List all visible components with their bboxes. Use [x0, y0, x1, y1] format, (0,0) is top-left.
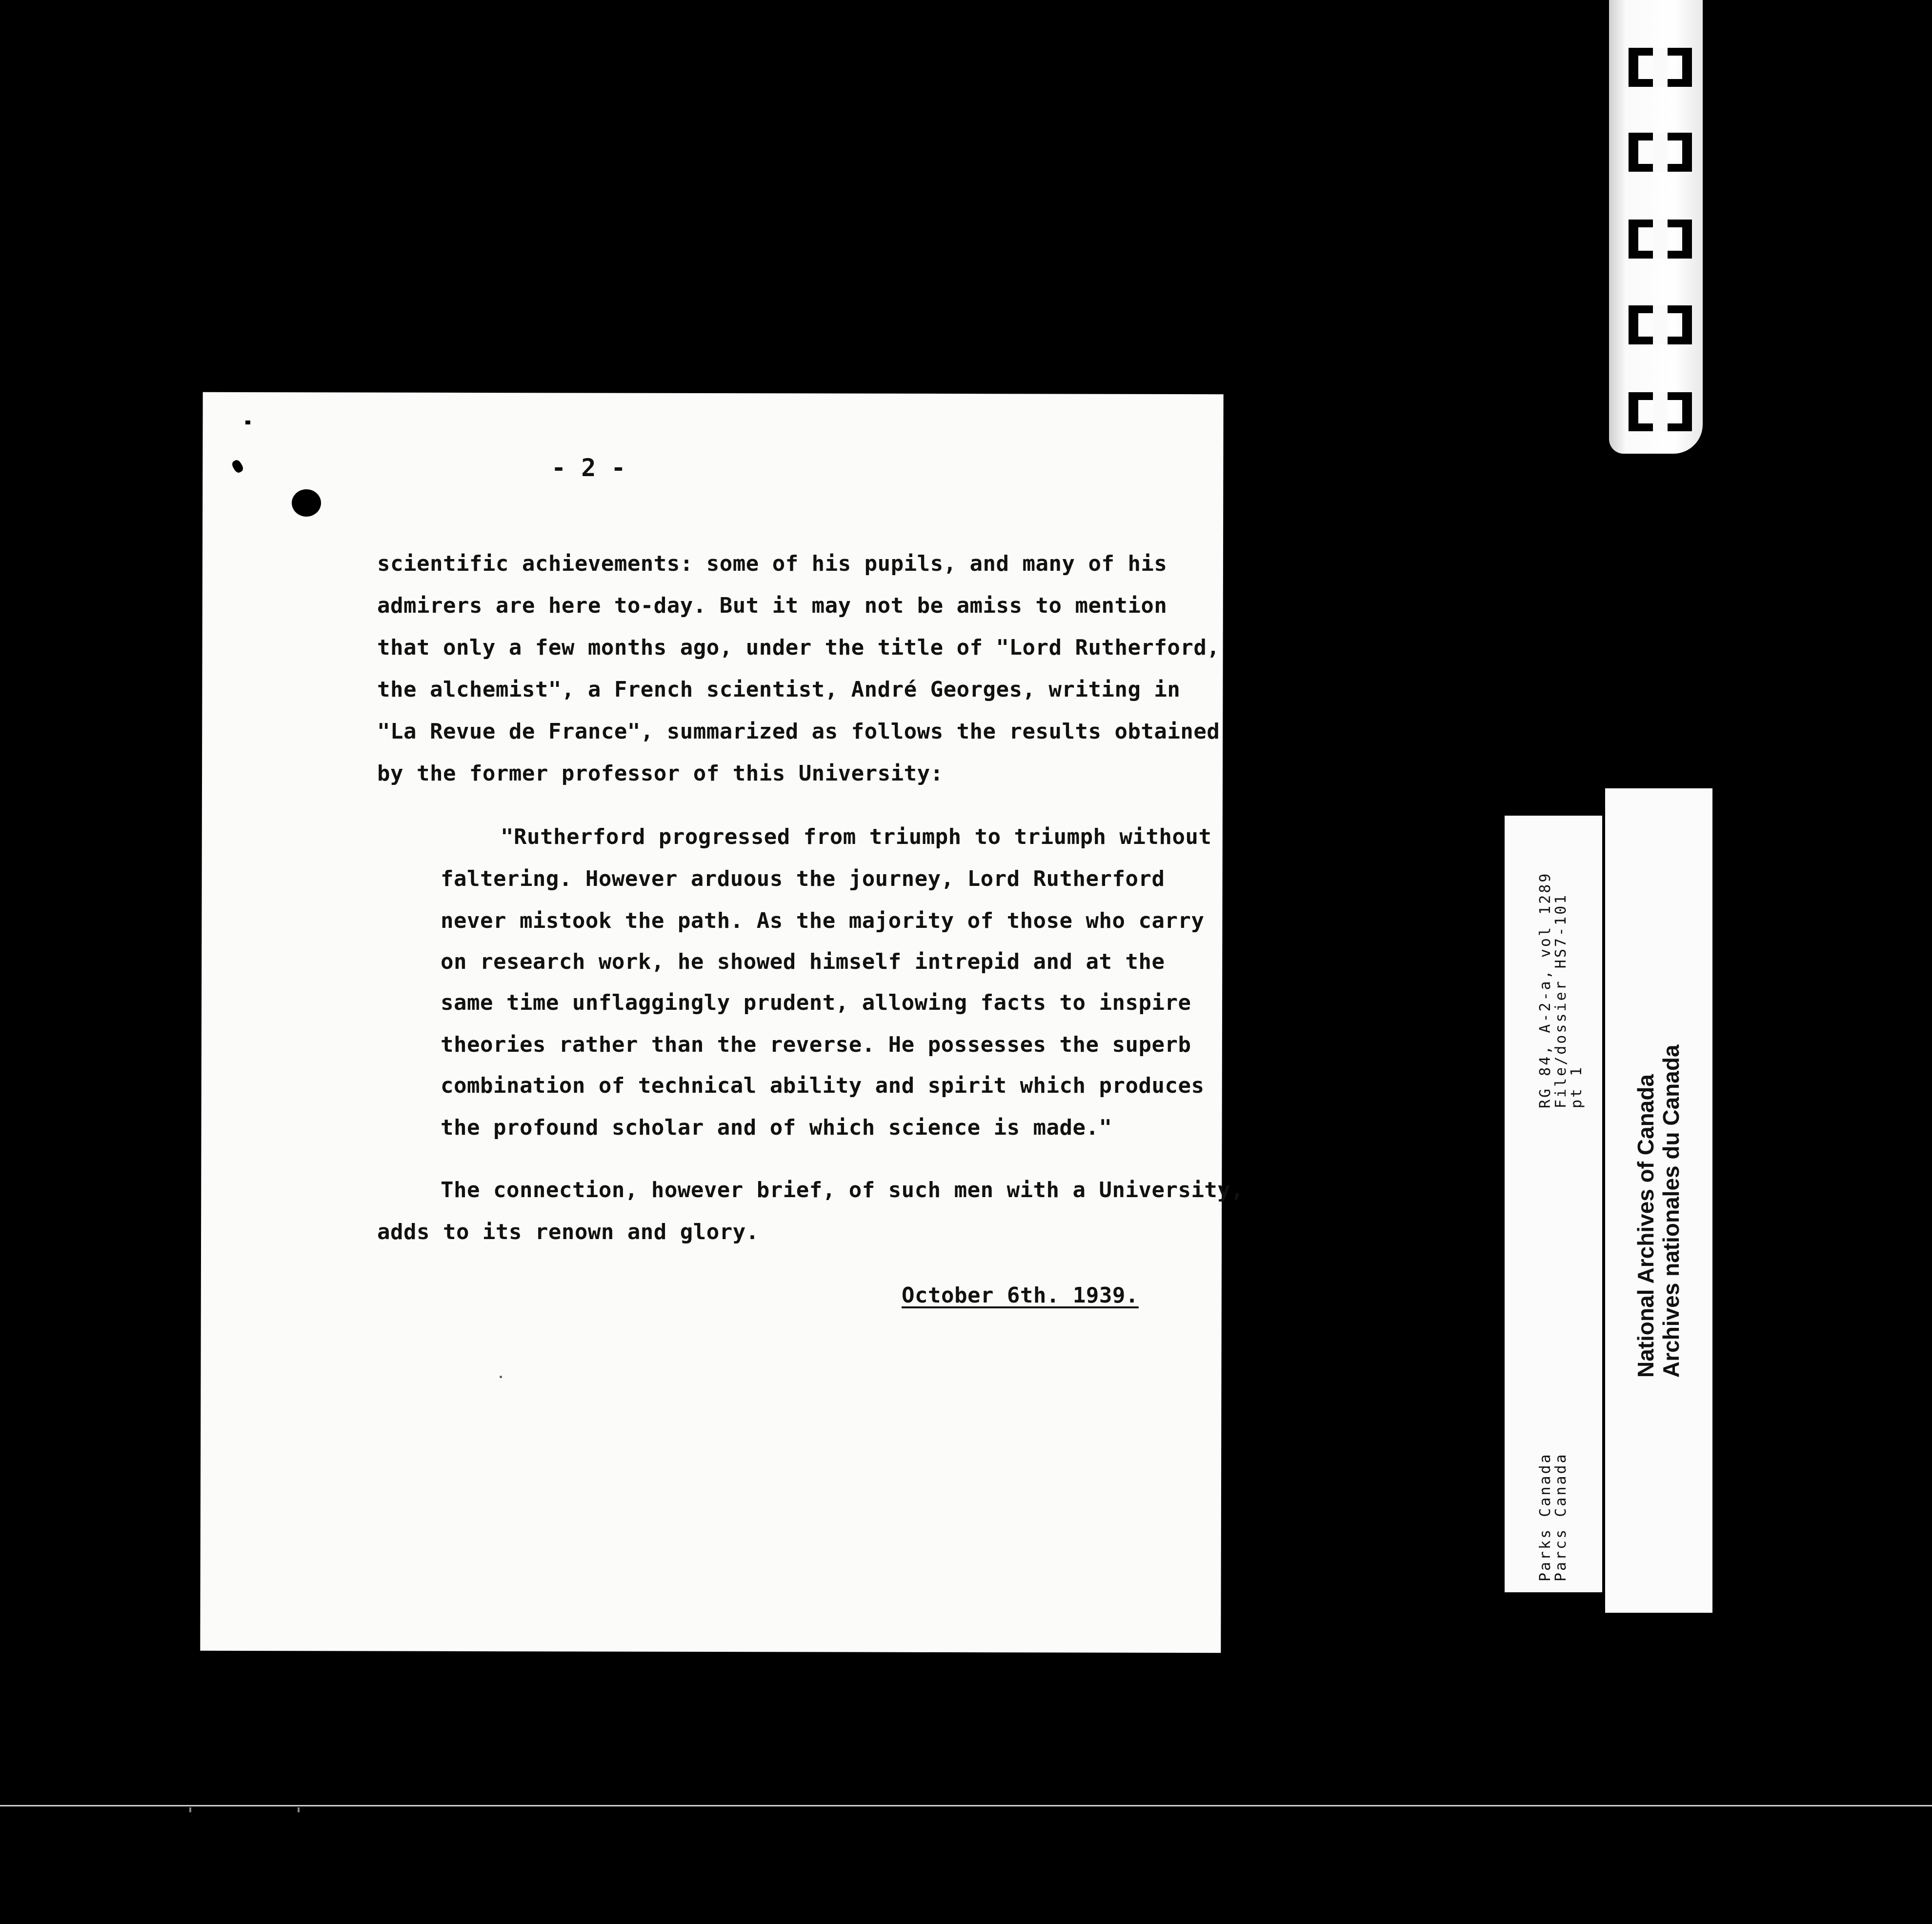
- page-number: - 2 -: [551, 454, 626, 482]
- scan-speck: [189, 1807, 191, 1812]
- page-speck: [500, 1376, 502, 1378]
- quote-line: the profound scholar and of which science is made.": [441, 1115, 1112, 1140]
- paragraph-line: "La Revue de France", summarized as follows the results obtained: [377, 719, 1220, 744]
- file-reference: File/dossier HS7-101: [1552, 893, 1570, 1108]
- agency-name-en: Parks Canada: [1537, 1452, 1554, 1582]
- film-frame-mark: [1629, 220, 1692, 259]
- quote-line: "Rutherford progressed from triumph to triumph without: [501, 824, 1212, 849]
- quote-line: combination of technical ability and spirit which produces: [441, 1073, 1205, 1098]
- page-speck: [245, 421, 250, 424]
- document-page: [200, 392, 1223, 1653]
- punch-hole: [292, 489, 321, 517]
- paragraph-line: by the former professor of this University:: [377, 761, 944, 786]
- archive-name-en: National Archives of Canada: [1633, 1074, 1658, 1378]
- film-frame-mark: [1629, 133, 1692, 172]
- archive-name-fr: Archives nationales du Canada: [1658, 1044, 1684, 1378]
- reference-label: [1505, 816, 1602, 1592]
- film-frame-mark: [1629, 48, 1692, 87]
- archive-label: [1605, 788, 1712, 1613]
- film-frame-mark: [1629, 392, 1692, 431]
- closing-line: adds to its renown and glory.: [377, 1220, 759, 1244]
- archive-reference: RG 84, A-2-a, vol 1289: [1537, 871, 1554, 1108]
- closing-line: The connection, however brief, of such men with a University,: [441, 1178, 1244, 1202]
- quote-line: faltering. However arduous the journey, Lord Rutherford: [441, 866, 1165, 891]
- part-reference: pt 1: [1568, 1065, 1585, 1108]
- paragraph-line: that only a few months ago, under the title of "Lord Rutherford,: [377, 635, 1220, 660]
- film-edge-strip: [1609, 0, 1703, 454]
- quote-line: never mistook the path. As the majority of those who carry: [441, 908, 1205, 933]
- document-date: October 6th. 1939.: [902, 1283, 1139, 1308]
- paragraph-line: the alchemist", a French scientist, André Georges, writing in: [377, 677, 1181, 702]
- scan-edge-line: [0, 1805, 1932, 1806]
- scan-speck: [298, 1807, 300, 1812]
- quote-line: on research work, he showed himself intrepid and at the: [441, 949, 1165, 974]
- paragraph-line: scientific achievements: some of his pupils, and many of his: [377, 551, 1167, 576]
- film-frame-mark: [1629, 305, 1692, 344]
- quote-line: same time unflaggingly prudent, allowing facts to inspire: [441, 990, 1191, 1015]
- quote-line: theories rather than the reverse. He possesses the superb: [441, 1032, 1191, 1057]
- agency-name-fr: Parcs Canada: [1552, 1452, 1570, 1582]
- paragraph-line: admirers are here to-day. But it may not be amiss to mention: [377, 593, 1167, 618]
